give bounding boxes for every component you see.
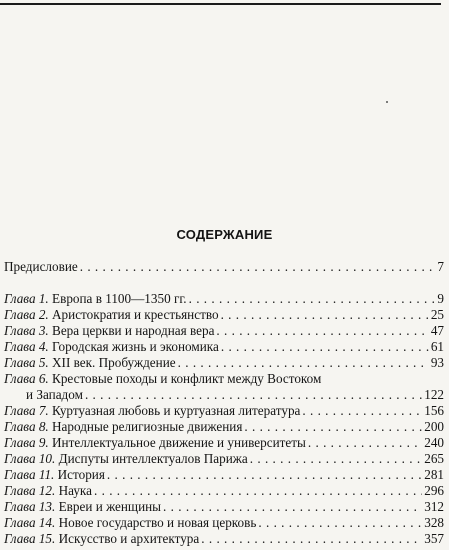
toc-entry	[4, 418, 444, 435]
dot-leader	[258, 514, 422, 531]
entry-text: Куртуазная любовь и куртуазная литература	[52, 403, 301, 418]
dot-leader	[80, 258, 436, 275]
top-rule	[0, 3, 441, 5]
page-number: 9	[437, 291, 444, 306]
chapter-label: Глава 11.	[4, 467, 55, 482]
chapter-label: Глава 10.	[4, 451, 56, 466]
page-number: 312	[424, 499, 444, 514]
toc-entry	[4, 434, 444, 451]
entry-text: Вера церкви и народная вера	[52, 323, 215, 338]
toc-entry-preface	[4, 258, 444, 275]
chapter-label: Глава 7.	[4, 403, 49, 418]
dot-leader	[107, 466, 422, 483]
page-number: 200	[424, 419, 444, 434]
entry-text: Наука	[58, 483, 92, 498]
dot-leader	[302, 402, 422, 419]
chapter-label: Глава 2.	[4, 307, 49, 322]
dot-leader	[85, 386, 422, 403]
dot-leader	[221, 338, 429, 355]
chapter-label: Глава 5.	[4, 355, 49, 370]
entry-text: Новое государство и новая церковь	[58, 515, 257, 530]
chapter-label: Глава 12.	[4, 483, 56, 498]
chapter-label: Глава 4.	[4, 339, 49, 354]
chapter-label: Глава 3.	[4, 323, 49, 338]
page-number: 93	[430, 355, 444, 370]
dot-leader	[94, 482, 422, 499]
dot-leader	[163, 498, 422, 515]
entry-text: и Западом	[26, 387, 83, 402]
dot-leader	[244, 418, 422, 435]
dot-leader	[178, 354, 429, 371]
toc-entry	[4, 306, 444, 323]
toc-entry	[4, 530, 444, 547]
chapter-label: Глава 1.	[4, 291, 49, 306]
chapter-label: Глава 13.	[4, 499, 56, 514]
toc-entry	[4, 402, 444, 419]
dot-leader	[201, 530, 422, 547]
entry-text: Городская жизнь и экономика	[52, 339, 219, 354]
page-number: 122	[424, 387, 444, 402]
dot-leader	[189, 290, 436, 307]
print-speck	[386, 101, 388, 103]
page-number: 7	[437, 259, 444, 274]
page-number: 328	[424, 515, 444, 530]
toc-entry	[4, 450, 444, 467]
toc-title: СОДЕРЖАНИЕ	[176, 227, 273, 242]
chapter-label: Глава 15.	[4, 531, 56, 546]
chapter-label: Глава 6.	[4, 371, 49, 386]
dot-leader	[308, 434, 422, 451]
page-number: 156	[424, 403, 444, 418]
toc-entry	[4, 466, 444, 483]
entry-text: Европа в 1100—1350 гг.	[52, 291, 187, 306]
toc-entry	[4, 370, 444, 387]
toc-entry	[4, 322, 444, 339]
page-number: 240	[424, 435, 444, 450]
entry-text: Народные религиозные движения	[52, 419, 243, 434]
chapter-label: Глава 8.	[4, 419, 49, 434]
entry-text: Интеллектуальное движение и университеты	[52, 435, 306, 450]
page-number: 296	[424, 483, 444, 498]
page-number: 265	[424, 451, 444, 466]
page-number: 357	[424, 531, 444, 546]
entry-text: Крестовые походы и конфликт между Востоком	[52, 371, 322, 386]
chapter-label: Глава 14.	[4, 515, 56, 530]
entry-text: История	[57, 467, 105, 482]
toc-entry	[4, 338, 444, 355]
entry-text: XII век. Пробуждение	[52, 355, 176, 370]
entry-text: Искусство и архитектура	[58, 531, 200, 546]
entry-text: Аристократия и крестьянство	[52, 307, 219, 322]
page-number: 61	[430, 339, 444, 354]
toc-entry	[4, 482, 444, 499]
dot-leader	[250, 450, 422, 467]
page-number: 47	[430, 323, 444, 338]
toc-entry	[4, 498, 444, 515]
dot-leader	[216, 322, 428, 339]
toc-entry	[4, 514, 444, 531]
toc-entry-continuation	[26, 386, 444, 403]
dot-leader	[221, 306, 429, 323]
page-number: 25	[430, 307, 444, 322]
page-number: 281	[424, 467, 444, 482]
entry-text: Евреи и женщины	[58, 499, 162, 514]
entry-text: Предисловие	[4, 259, 78, 274]
toc-entry	[4, 290, 444, 307]
toc-entry	[4, 354, 444, 371]
chapter-label: Глава 9.	[4, 435, 49, 450]
entry-text: Диспуты интеллектуалов Парижа	[58, 451, 248, 466]
